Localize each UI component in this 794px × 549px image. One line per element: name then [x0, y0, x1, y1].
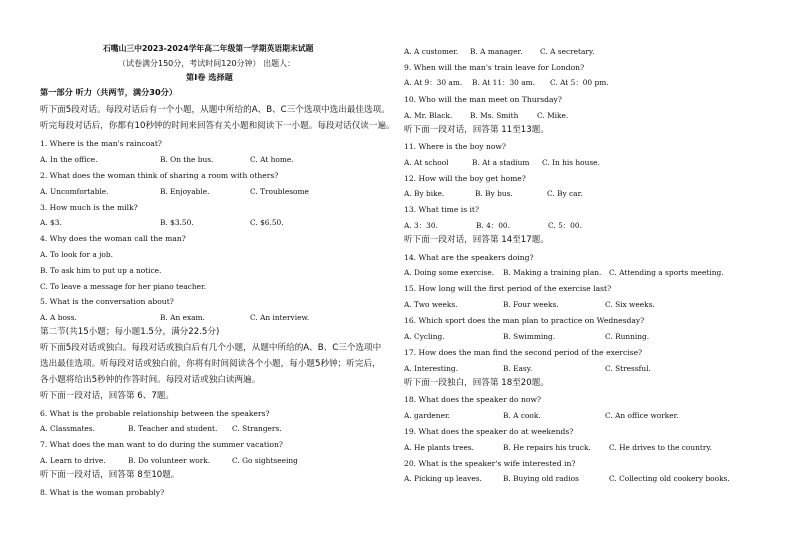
option-c: C. 5：00.: [548, 221, 582, 230]
question-stem: 4. Why does the woman call the man?: [40, 234, 186, 243]
option-b: B. Easy.: [503, 364, 533, 373]
option-b: B. By bus.: [475, 189, 513, 198]
option-c: C. Attending a sports meeting.: [609, 268, 724, 277]
option-a: A. Doing some exercise.: [404, 268, 495, 277]
question-stem: 20. What is the speaker's wife interested in?: [404, 459, 576, 468]
question-stem: 15. How long will the first period of the exercise last?: [404, 284, 612, 293]
exam-title: 石嘴山三中2023-2024学年高二年级第一学期英语期末试题: [103, 44, 314, 53]
question-stem: 6. What is the probable relationship between the speakers?: [40, 409, 270, 418]
question-stem: 19. What does the speaker do at weekends?: [404, 427, 574, 436]
option-b: B. Ms. Smith: [470, 111, 519, 120]
group-instruction: 听下面一段对话，回答第 14至17题。: [404, 235, 549, 245]
option-a: A. Mr. Black.: [404, 111, 453, 120]
group-instruction: 听下面一段对话，回答第 8至10题。: [40, 470, 180, 480]
option-b: B. An exam.: [160, 313, 205, 322]
option-a: A. Picking up leaves.: [404, 474, 482, 483]
option-c: C. An interview.: [250, 313, 310, 322]
option-c: C. A secretary.: [540, 47, 595, 56]
question-stem: 9. When will the man's train leave for London?: [404, 63, 585, 72]
option-c: C. Collecting old cookery books.: [609, 474, 730, 483]
question-stem: 16. Which sport does the man plan to practice on Wednesday?: [404, 316, 645, 325]
option-b: B. 4：00.: [476, 221, 510, 230]
option-b: B. Four weeks.: [503, 300, 559, 309]
option-a: A. gardener.: [404, 411, 451, 420]
section2-instruction: 选出最佳选项。听每段对话或独白前，你将有时间阅读各个小题，每小题5秒钟；听完后，: [40, 359, 381, 369]
section2-instruction: 听下面5段对话或独白。每段对话或独白后有几个小题，从题中所给的A、B、C三个选项中: [40, 343, 382, 353]
section2-heading: 第二节(共15小题；每小题1.5分，满分22.5分): [40, 327, 220, 337]
option-b: B. Making a training plan.: [503, 268, 602, 277]
option-c: C. Strangers.: [232, 424, 282, 433]
option-c: C. Running.: [605, 332, 650, 341]
option-b: B. Swimming.: [503, 332, 556, 341]
section1-instruction: 听完每段对话后，你都有10秒钟的时间来回答有关小题和阅读下一小题。每段对话仅读一遍。: [40, 121, 395, 131]
option-c: C. Go sightseeing: [232, 456, 298, 465]
group-instruction: 听下面一段对话，回答第 6、7题。: [40, 391, 174, 401]
option-b: B. Enjoyable.: [160, 187, 210, 196]
option-c: C. He drives to the country.: [609, 443, 712, 452]
question-stem: 5. What is the conversation about?: [40, 297, 174, 306]
option-b: B. To ask him to put up a notice.: [40, 266, 162, 275]
option-a: A. Learn to drive.: [40, 456, 106, 465]
option-a: A. Cycling.: [404, 332, 445, 341]
question-stem: 10. Who will the man meet on Thursday?: [404, 95, 562, 104]
question-stem: 11. Where is the boy now?: [404, 142, 506, 151]
question-stem: 14. What are the speakers doing?: [404, 253, 534, 262]
option-a: A. At 9：30 am.: [404, 78, 463, 87]
option-c: C. In his house.: [542, 158, 600, 167]
option-c: C. At home.: [250, 155, 294, 164]
option-a: A. Uncomfortable.: [40, 187, 109, 196]
question-stem: 3. How much is the milk?: [40, 203, 138, 212]
option-a: A. Classmates.: [40, 424, 95, 433]
question-stem: 1. Where is the man's raincoat?: [40, 139, 162, 148]
question-stem: 17. How does the man find the second period of the exercise?: [404, 348, 643, 357]
group-instruction: 听下面一段独白，回答第 18至20题。: [404, 378, 549, 388]
option-b: B. $3.50.: [160, 218, 194, 227]
option-b: B. A cook.: [503, 411, 541, 420]
question-stem: 2. What does the woman think of sharing a room with others?: [40, 171, 279, 180]
part1-heading: 第一部分 听力（共两节，满分30分）: [40, 87, 178, 97]
option-a: A. At school: [404, 158, 449, 167]
option-c: C. By car.: [547, 189, 583, 198]
volume-heading: 第Ⅰ卷 选择题: [186, 72, 233, 82]
option-b: B. On the bus.: [160, 155, 214, 164]
option-c: C. To leave a message for her piano teacher.: [40, 282, 207, 291]
option-c: C. Troublesome: [250, 187, 309, 196]
section2-instruction: 各小题将给出5秒钟的作答时间。每段对话或独白读两遍。: [40, 375, 261, 385]
option-c: C. Six weeks.: [605, 300, 655, 309]
question-stem: 7. What does the man want to do during the summer vacation?: [40, 440, 283, 449]
question-stem: 8. What is the woman probably?: [40, 488, 165, 497]
option-b: B. A manager.: [470, 47, 523, 56]
group-instruction: 听下面一段对话，回答第 11至13题。: [404, 125, 549, 135]
option-c: C. An office worker.: [605, 411, 679, 420]
option-b: B. At a stadium: [472, 158, 530, 167]
option-c: C. Stressful.: [605, 364, 651, 373]
option-a: A. To look for a job.: [40, 250, 113, 259]
question-stem: 13. What time is it?: [404, 205, 480, 214]
option-a: A. He plants trees.: [404, 443, 474, 452]
option-a: A. Interesting.: [404, 364, 458, 373]
option-a: A. A customer.: [404, 47, 459, 56]
section1-instruction: 听下面5段对话。每段对话后有一个小题，从题中所给的A、B、C三个选项中选出最佳选项。: [40, 105, 390, 115]
option-a: A. 3：30.: [404, 221, 438, 230]
option-a: A. Two weeks.: [404, 300, 458, 309]
option-a: A. In the office.: [40, 155, 98, 164]
option-c: C. At 5：00 pm.: [550, 78, 609, 87]
option-b: B. Do volunteer work.: [128, 456, 211, 465]
option-b: B. He repairs his truck.: [503, 443, 591, 452]
option-c: C. Mike.: [537, 111, 569, 120]
option-a: A. $3.: [40, 218, 62, 227]
option-b: B. Buying old radios: [503, 474, 579, 483]
option-a: A. A boss.: [40, 313, 77, 322]
exam-subtitle: （试卷满分150分，考试时间120分钟） 出题人：: [118, 59, 296, 68]
option-b: B. At 11：30 am.: [472, 78, 535, 87]
option-a: A. By bike.: [404, 189, 445, 198]
question-stem: 18. What does the speaker do now?: [404, 395, 542, 404]
option-b: B. Teacher and student.: [128, 424, 218, 433]
question-stem: 12. How will the boy get home?: [404, 174, 526, 183]
option-c: C. $6.50.: [250, 218, 284, 227]
